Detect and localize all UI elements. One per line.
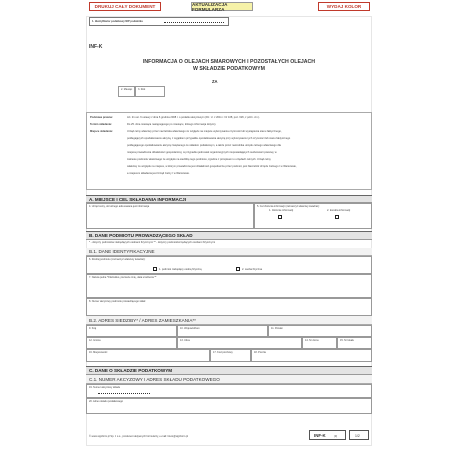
country-field[interactable] [86,325,177,337]
month-label: 2. Miesiąc [121,88,133,91]
full-name-field[interactable] [86,274,372,298]
legal-text-place: Urząd celny właściwy przez naczelnika właściwego ze względu na miejsce wykonywania czynności lub wystąpienia stanu faktycznego, [127,130,282,133]
footer-copyright: © www.signform.pl Sp. z o.o., producent aktywnych formularzy, e-mail: biuro@signform.pl [89,435,188,438]
excise-number-field[interactable] [86,298,372,316]
section-b-header: B. DANE PODMIOTU PROWADZĄCEGO SKŁAD [86,231,372,240]
entity-type-legal-checkbox[interactable] [153,267,157,271]
postal-code-label: 17. Kod pocztowy [213,351,233,354]
legal-text-deadline: Do 25. dnia miesiąca następującego po miesiącu, którego informacja dotyczy. [127,123,217,126]
post-office-label: 18. Poczta [254,351,266,354]
nip-field[interactable] [89,17,229,26]
footer-version: (3) [334,435,338,438]
legal-paragraph-line: właściwy ze względu na miejsce, w którym prowadzona jest działalność gospodarcza przez podmiot, jest Naczelnik Urzędu Celnego I w Warszawie, [127,165,297,168]
house-number-field[interactable] [302,337,337,349]
city-field[interactable] [86,349,210,362]
country-label: 9. Kraj [89,327,97,330]
commune-field[interactable] [86,337,177,349]
purpose-submit-checkbox[interactable] [278,215,282,219]
print-color-button[interactable]: WYDAJ KOLOR [318,2,370,11]
purpose-field [254,203,372,229]
warehouse-address-label: 20. Adres składu podatkowego [89,400,124,403]
legal-paragraph-line: zakresie podmiotu właściwego ze względu na siedzibę tego podmiotu, zgodnie z przepisami o urzędach celnych. Urząd celny [127,158,271,161]
year-field[interactable] [135,86,165,97]
legal-label-deadline: Termin składania: [90,123,112,126]
entity-type-person-checkbox[interactable] [236,267,240,271]
footer-page-box [349,430,369,440]
month-field[interactable] [118,86,135,97]
section-a-header: A. MIEJSCE I CEL SKŁADANIA INFORMACJI [86,195,372,203]
footer-form-code-box [309,430,346,440]
entity-type-person-label: 2. osoba fizyczna [242,268,263,271]
form-code: INF-K [89,44,103,50]
title-line2: W SKŁADZIE PODATKOWYM [193,66,265,72]
section-b1-header: B.1. DANE IDENTYFIKACYJNE [86,248,372,256]
excise-number-label: 8. Numer akcyzowy podmiotu prowadzącego skład [89,300,146,303]
print-all-button[interactable]: DRUKUJ CAŁY DOKUMENT [89,2,161,11]
warehouse-excise-number-label: 19. Numer akcyzowy składu [89,386,121,389]
street-label: 13. Ulica [180,339,190,342]
year-label: 3. Rok [138,88,146,91]
section-b-note: * - dotyczy podmiotów niebędących osobami fizycznymi ** - dotyczy podmiotów będących osobami fizycznymi [89,241,215,244]
purpose-option-correction-label: 2. korekta informacji [327,209,351,212]
legal-paragraph-line: a miejscem składania jest Urząd Celny I w Warszawie. [127,172,190,175]
update-form-button[interactable]: AKTUALIZACJA FORMULARZA [191,2,253,11]
house-number-label: 14. Nr domu [305,339,319,342]
purpose-correction-checkbox[interactable] [335,215,339,219]
county-field[interactable] [268,325,372,337]
city-label: 16. Miejscowość [89,351,108,354]
legal-label-basis: Podstawa prawna: [90,116,113,119]
entity-type-label: 6. Rodzaj podmiotu (zaznaczyć właściwy kwadrat): [89,258,146,261]
legal-label-place: Miejsce składania: [90,130,113,133]
full-name-label: 7. Nazwa pełna */Nazwisko, pierwsze imię, data urodzenia ** [89,276,157,279]
legal-paragraph-line: miejsca prowadzenia działalności gospodarczej, w przypadku jednostek organizacyjnych nieposiadających osobowości prawnej, w [127,151,277,154]
footer-page-number: 1/2 [355,434,360,438]
customs-office-field[interactable] [86,203,254,229]
county-label: 11. Powiat [271,327,283,330]
footer-form-code: INF-K [314,433,326,438]
section-c1-header: C.1. NUMER AKCYZOWY I ADRES SKŁADU PODATKOWEGO [86,375,372,384]
voivodeship-label: 10. Województwo [180,327,200,330]
entity-type-legal-label: 1. podmiot niebędący osobą fizyczną [159,268,202,271]
apartment-number-field[interactable] [337,337,372,349]
form-sheet [86,16,372,446]
period-za: ZA [212,79,218,84]
apartment-number-label: 15. Nr lokalu [340,339,355,342]
postal-code-field[interactable] [210,349,251,362]
purpose-label: 5. Cel złożenia informacji (zaznaczyć właściwy kwadrat): [257,205,320,208]
legal-paragraph-line: podlegających opodatkowaniu akcyzą, z wyjątkiem przypadku opodatkowania akcyzą przy wykonywaniu tych czynności lub stanu faktycznego [127,137,291,140]
section-c-header: C. DANE O SKŁADZIE PODATKOWYM [86,366,372,375]
title-line1: INFORMACJA O OLEJACH SMAROWYCH I POZOSTAŁYCH OLEJACH [142,59,316,65]
section-b2-header: B.2. ADRES SIEDZIBY* / ADRES ZAMIESZKANIA** [86,316,372,325]
legal-text-basis: Art. 21 ust. 6 ustawy z dnia 6 grudnia 2008 r. o podatku akcyzowym (Dz. U. z 2011 r. Nr 108, poz. 626, z późn. zm.). [127,116,261,119]
legal-paragraph-line: podlegającego opodatkowaniu akcyzą związanego ze składem podatkowym, a także przez naczelnika urzędu celnego właściwego dla [127,144,281,147]
commune-label: 12. Gmina [89,339,101,342]
nip-label: 1. Identyfikator podatkowy NIP podatnika [92,20,143,23]
street-field[interactable] [177,337,302,349]
voivodeship-field[interactable] [177,325,268,337]
warehouse-address-field[interactable] [86,398,372,414]
entity-type-field [86,256,372,274]
customs-office-label: 4. Urząd celny, do którego adresowana jest informacja [89,205,150,208]
legal-block [86,112,372,190]
purpose-option-submit-label: 1. złożenie informacji [269,209,294,212]
post-office-field[interactable] [251,349,372,362]
warehouse-excise-number-field[interactable] [86,384,372,398]
